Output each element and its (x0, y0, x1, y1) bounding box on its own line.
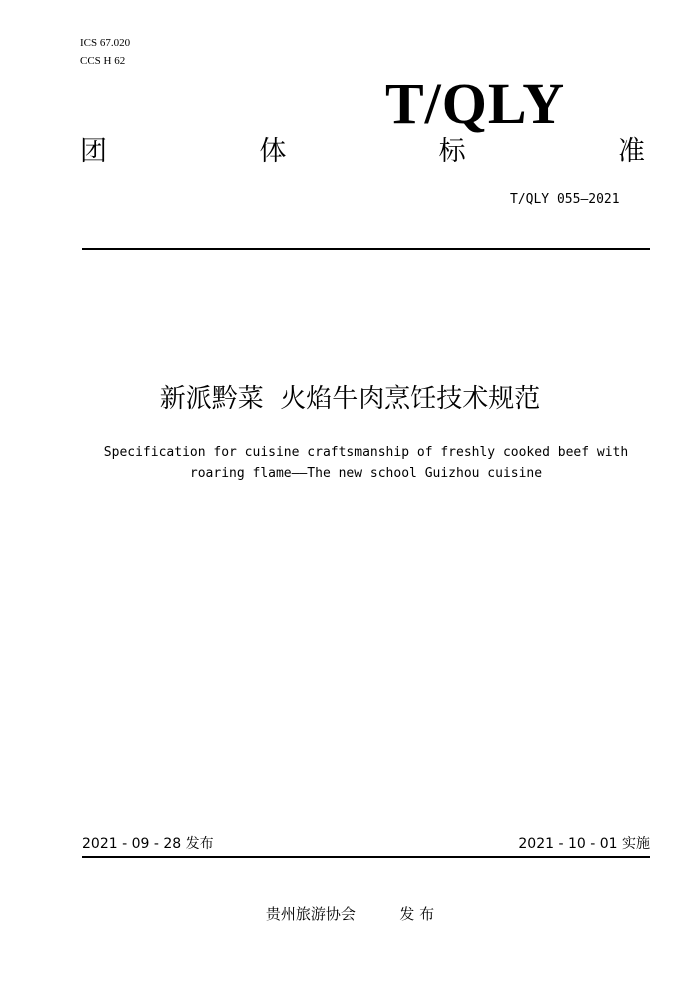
issuer-action: 发 布 (399, 905, 435, 923)
publish-date: 2021 - 09 - 28 发布 (82, 836, 214, 852)
title-english-line: roaring flame——The new school Guizhou cuisine (189, 466, 543, 481)
header-divider (82, 248, 650, 250)
standard-type-char: 体 (259, 136, 287, 167)
standard-type (80, 132, 645, 172)
title-english (80, 442, 652, 484)
title-english-line: Specification for cuisine craftsmanship of freshly cooked beef with (103, 445, 629, 460)
issuer (0, 903, 700, 925)
standard-type-char: 团 (80, 136, 107, 167)
title-chinese: 新派黔菜 火焰牛肉烹饪技术规范 (159, 384, 541, 414)
ics-code: ICS 67.020 (80, 37, 131, 49)
footer-divider (82, 856, 650, 858)
standard-type-char: 标 (438, 136, 466, 167)
classification-codes (80, 34, 130, 70)
issuer-name: 贵州旅游协会 (265, 905, 356, 923)
date-row (82, 834, 650, 854)
ccs-code: CCS H 62 (80, 55, 126, 67)
standard-type-char: 准 (617, 136, 645, 167)
standard-number: T/QLY 055—2021 (510, 192, 620, 207)
standard-logo: T/QLY (385, 71, 566, 136)
implement-date: 2021 - 10 - 01 实施 (518, 836, 650, 852)
